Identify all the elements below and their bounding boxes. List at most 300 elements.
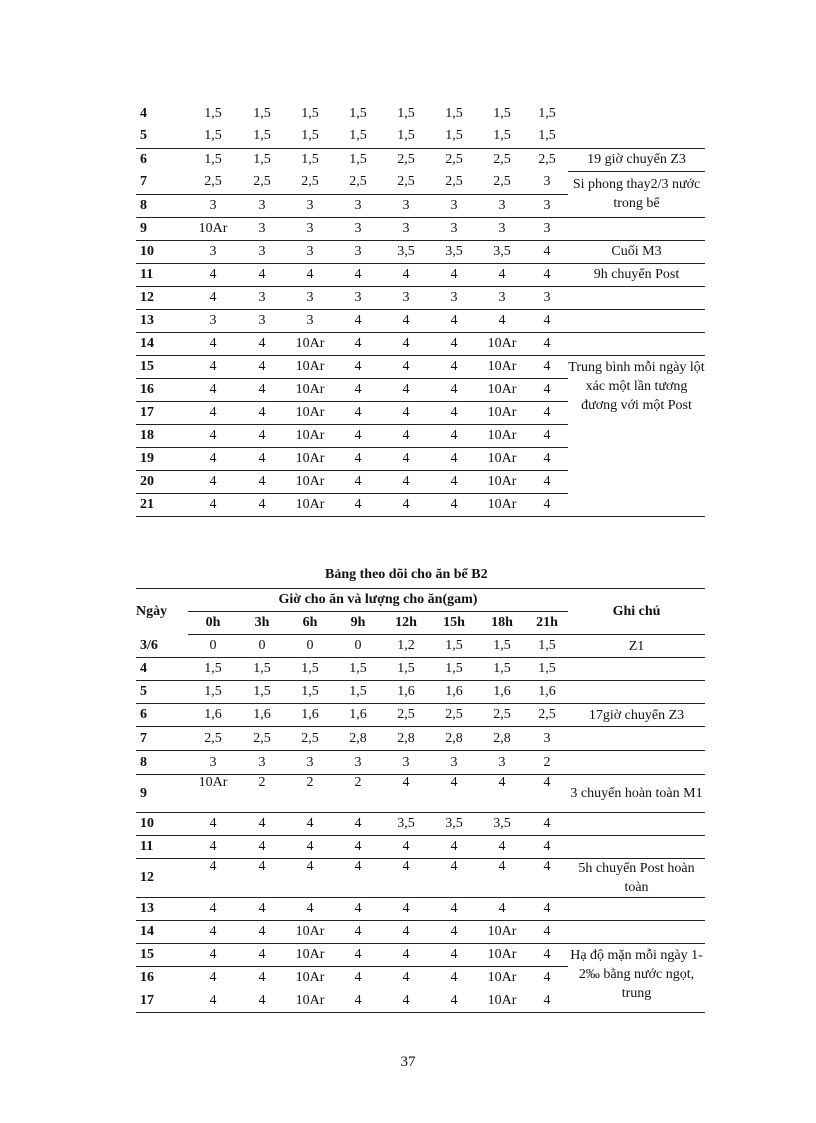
table-row bbox=[136, 813, 705, 836]
table-row bbox=[136, 148, 705, 171]
value-cell: 4 bbox=[354, 970, 362, 986]
value-cell: 4 bbox=[526, 309, 568, 332]
value-cell: 4 bbox=[334, 401, 382, 424]
value-cell: 4 bbox=[286, 898, 334, 921]
value-cell: 3 bbox=[478, 217, 526, 240]
day-cell: 4 bbox=[140, 105, 147, 121]
value-cell: 10Ar bbox=[188, 775, 238, 813]
value-cell: 1,5 bbox=[253, 151, 271, 167]
day-cell: 17 bbox=[136, 990, 188, 1013]
value-cell: 4 bbox=[430, 470, 478, 493]
value-cell: 4 bbox=[430, 447, 478, 470]
value-cell: 3 bbox=[238, 286, 286, 309]
value-cell: 1,5 bbox=[238, 125, 286, 148]
note-cell: Cuối M3 bbox=[568, 240, 705, 263]
value-cell: 0 bbox=[238, 635, 286, 658]
note-cell bbox=[568, 286, 705, 309]
value-cell: 4 bbox=[430, 944, 478, 967]
day-cell: 7 bbox=[136, 171, 188, 194]
value-cell: 4 bbox=[188, 470, 238, 493]
day-cell: 17 bbox=[136, 401, 188, 424]
value-cell: 1,5 bbox=[238, 681, 286, 704]
value-cell: 3 bbox=[334, 286, 382, 309]
value-cell: 10Ar bbox=[286, 470, 334, 493]
value-cell: 10Ar bbox=[478, 355, 526, 378]
day-cell: 10 bbox=[136, 813, 188, 836]
value-cell: 10Ar bbox=[295, 970, 325, 986]
value-cell: 2,8 bbox=[430, 727, 478, 751]
day-cell: 8 bbox=[136, 194, 188, 217]
day-cell: 20 bbox=[136, 470, 188, 493]
value-cell: 10Ar bbox=[478, 332, 526, 355]
value-cell: 2,5 bbox=[445, 151, 463, 167]
value-cell: 3 bbox=[238, 309, 286, 332]
value-cell: 10Ar bbox=[286, 990, 334, 1013]
value-cell: 4 bbox=[238, 898, 286, 921]
value-cell: 3,5 bbox=[382, 813, 430, 836]
value-cell: 4 bbox=[526, 447, 568, 470]
value-cell: 2 bbox=[334, 775, 382, 813]
table-row bbox=[136, 704, 705, 727]
table-row bbox=[136, 836, 705, 859]
value-cell: 4 bbox=[334, 470, 382, 493]
value-cell: 1,5 bbox=[334, 125, 382, 148]
value-cell: 2,8 bbox=[334, 727, 382, 751]
value-cell: 2 bbox=[286, 775, 334, 813]
table-row bbox=[136, 217, 705, 240]
value-cell: 4 bbox=[478, 836, 526, 859]
value-cell: 4 bbox=[526, 378, 568, 401]
value-cell: 4 bbox=[382, 493, 430, 516]
note-cell bbox=[568, 217, 705, 240]
value-cell: 1,5 bbox=[204, 151, 222, 167]
value-cell: 4 bbox=[526, 332, 568, 355]
day-cell: 6 bbox=[140, 151, 147, 167]
value-cell: 4 bbox=[334, 309, 382, 332]
value-cell: 3 bbox=[526, 727, 568, 751]
value-cell: 4 bbox=[526, 836, 568, 859]
value-cell: 3,5 bbox=[478, 240, 526, 263]
table-row bbox=[136, 681, 705, 704]
value-cell: 1,5 bbox=[334, 658, 382, 681]
day-cell: 6 bbox=[136, 704, 188, 727]
value-cell: 4 bbox=[334, 921, 382, 944]
table-row bbox=[136, 125, 705, 148]
table-row bbox=[136, 727, 705, 751]
value-cell: 4 bbox=[238, 263, 286, 286]
value-cell: 4 bbox=[334, 355, 382, 378]
note-cell: Hạ độ mặn mỗi ngày 1-2‰ bằng nước ngọt, trung bbox=[568, 944, 705, 1013]
value-cell: 2,5 bbox=[430, 704, 478, 727]
table-row bbox=[136, 859, 705, 898]
value-cell: 1,5 bbox=[204, 105, 222, 121]
value-cell: 4 bbox=[188, 990, 238, 1013]
day-cell: 12 bbox=[136, 286, 188, 309]
value-cell: 4 bbox=[526, 401, 568, 424]
value-cell: 1,5 bbox=[397, 105, 415, 121]
table-row bbox=[136, 635, 705, 658]
value-cell: 10Ar bbox=[478, 401, 526, 424]
value-cell: 4 bbox=[382, 447, 430, 470]
value-cell: 1,5 bbox=[382, 658, 430, 681]
value-cell: 3 bbox=[382, 194, 430, 217]
value-cell: 4 bbox=[188, 263, 238, 286]
value-cell: 3,5 bbox=[382, 240, 430, 263]
value-cell: 4 bbox=[238, 470, 286, 493]
day-cell: 11 bbox=[136, 836, 188, 859]
day-cell: 15 bbox=[136, 355, 188, 378]
value-cell: 4 bbox=[238, 990, 286, 1013]
value-cell: 4 bbox=[430, 859, 478, 898]
value-cell: 1,5 bbox=[445, 105, 463, 121]
value-cell: 4 bbox=[430, 493, 478, 516]
value-cell: 4 bbox=[188, 286, 238, 309]
value-cell: 4 bbox=[238, 447, 286, 470]
table-row bbox=[136, 921, 705, 944]
value-cell: 1,5 bbox=[286, 658, 334, 681]
day-cell: 21 bbox=[136, 493, 188, 516]
value-cell: 1,5 bbox=[478, 125, 526, 148]
value-cell: 4 bbox=[238, 921, 286, 944]
value-cell: 4 bbox=[430, 355, 478, 378]
day-cell: 8 bbox=[136, 751, 188, 775]
day-cell: 13 bbox=[136, 898, 188, 921]
day-cell: 14 bbox=[136, 332, 188, 355]
value-cell: 1,5 bbox=[349, 151, 367, 167]
day-cell: 5 bbox=[136, 681, 188, 704]
header-note: Ghi chú bbox=[568, 589, 705, 635]
value-cell: 4 bbox=[188, 401, 238, 424]
value-cell: 4 bbox=[430, 424, 478, 447]
value-cell: 4 bbox=[238, 355, 286, 378]
note-cell bbox=[568, 658, 705, 681]
value-cell: 3 bbox=[334, 240, 382, 263]
note-cell bbox=[568, 309, 705, 332]
value-cell: 1,6 bbox=[382, 681, 430, 704]
value-cell: 4 bbox=[526, 898, 568, 921]
value-cell: 10Ar bbox=[478, 470, 526, 493]
feeding-table-continued bbox=[136, 102, 705, 517]
value-cell: 4 bbox=[526, 355, 568, 378]
value-cell: 4 bbox=[526, 424, 568, 447]
value-cell: 1,5 bbox=[349, 105, 367, 121]
value-cell: 2 bbox=[238, 775, 286, 813]
value-cell: 4 bbox=[334, 378, 382, 401]
day-cell: 3/6 bbox=[136, 635, 188, 658]
value-cell: 10Ar bbox=[478, 921, 526, 944]
day-cell: 13 bbox=[136, 309, 188, 332]
value-cell: 1,5 bbox=[301, 105, 319, 121]
day-cell: 14 bbox=[136, 921, 188, 944]
note-cell bbox=[568, 125, 705, 148]
value-cell: 3,5 bbox=[430, 813, 478, 836]
hour-header: 9h bbox=[334, 612, 382, 635]
value-cell: 10Ar bbox=[286, 493, 334, 516]
day-cell: 9 bbox=[136, 775, 188, 813]
value-cell: 1,5 bbox=[526, 125, 568, 148]
value-cell: 10Ar bbox=[286, 378, 334, 401]
value-cell: 4 bbox=[430, 921, 478, 944]
value-cell: 4 bbox=[238, 493, 286, 516]
value-cell: 4 bbox=[188, 332, 238, 355]
value-cell: 4 bbox=[382, 944, 430, 967]
note-cell: Trung bình mỗi ngày lột xác một lần tương đương với một Post bbox=[568, 355, 705, 516]
value-cell: 1,5 bbox=[253, 105, 271, 121]
day-cell: 10 bbox=[136, 240, 188, 263]
value-cell: 1,6 bbox=[188, 704, 238, 727]
hour-header: 18h bbox=[478, 612, 526, 635]
value-cell: 4 bbox=[238, 378, 286, 401]
value-cell: 2,5 bbox=[238, 171, 286, 194]
value-cell: 3 bbox=[526, 171, 568, 194]
value-cell: 4 bbox=[478, 263, 526, 286]
value-cell: 10Ar bbox=[487, 970, 517, 986]
value-cell: 1,6 bbox=[334, 704, 382, 727]
value-cell: 4 bbox=[382, 836, 430, 859]
value-cell: 3 bbox=[238, 217, 286, 240]
table-row bbox=[136, 355, 705, 378]
value-cell: 4 bbox=[188, 378, 238, 401]
value-cell: 2,5 bbox=[538, 151, 556, 167]
value-cell: 4 bbox=[188, 424, 238, 447]
value-cell: 4 bbox=[238, 401, 286, 424]
value-cell: 10Ar bbox=[478, 944, 526, 967]
value-cell: 4 bbox=[334, 898, 382, 921]
value-cell: 2 bbox=[526, 751, 568, 775]
feeding-table-b2 bbox=[136, 588, 705, 1013]
value-cell: 4 bbox=[430, 309, 478, 332]
hour-header: 3h bbox=[238, 612, 286, 635]
value-cell: 4 bbox=[238, 859, 286, 898]
value-cell: 4 bbox=[543, 970, 551, 986]
day-cell: 11 bbox=[136, 263, 188, 286]
value-cell: 3 bbox=[430, 217, 478, 240]
value-cell: 3 bbox=[188, 240, 238, 263]
value-cell: 1,6 bbox=[526, 681, 568, 704]
value-cell: 4 bbox=[334, 493, 382, 516]
value-cell: 2,5 bbox=[526, 704, 568, 727]
value-cell: 4 bbox=[286, 813, 334, 836]
value-cell: 4 bbox=[430, 263, 478, 286]
value-cell: 2,5 bbox=[286, 727, 334, 751]
value-cell: 0 bbox=[188, 635, 238, 658]
value-cell: 4 bbox=[238, 944, 286, 967]
value-cell: 1,5 bbox=[478, 635, 526, 658]
value-cell: 4 bbox=[188, 355, 238, 378]
value-cell: 4 bbox=[526, 921, 568, 944]
value-cell: 4 bbox=[382, 990, 430, 1013]
value-cell: 2,5 bbox=[493, 151, 511, 167]
value-cell: 0 bbox=[286, 635, 334, 658]
value-cell: 4 bbox=[334, 332, 382, 355]
note-cell: 5h chuyển Post hoàn toàn bbox=[568, 859, 705, 898]
value-cell: 3 bbox=[238, 240, 286, 263]
value-cell: 1,5 bbox=[526, 635, 568, 658]
value-cell: 10Ar bbox=[286, 424, 334, 447]
value-cell: 1,5 bbox=[286, 681, 334, 704]
note-cell bbox=[568, 102, 705, 125]
value-cell: 4 bbox=[402, 970, 410, 986]
value-cell: 4 bbox=[382, 470, 430, 493]
value-cell: 3 bbox=[238, 194, 286, 217]
value-cell: 2,8 bbox=[478, 727, 526, 751]
value-cell: 10Ar bbox=[478, 378, 526, 401]
value-cell: 10Ar bbox=[188, 217, 238, 240]
value-cell: 1,5 bbox=[430, 635, 478, 658]
value-cell: 3 bbox=[382, 751, 430, 775]
value-cell: 1,5 bbox=[238, 658, 286, 681]
value-cell: 4 bbox=[334, 813, 382, 836]
value-cell: 4 bbox=[209, 970, 217, 986]
note-cell bbox=[568, 813, 705, 836]
value-cell: 3 bbox=[286, 751, 334, 775]
table-row bbox=[136, 263, 705, 286]
value-cell: 10Ar bbox=[286, 401, 334, 424]
value-cell: 3 bbox=[430, 286, 478, 309]
day-cell: 15 bbox=[136, 944, 188, 967]
value-cell: 2,5 bbox=[334, 171, 382, 194]
header-day: Ngày bbox=[136, 589, 188, 635]
value-cell: 4 bbox=[188, 859, 238, 898]
table-row bbox=[136, 898, 705, 921]
value-cell: 0 bbox=[334, 635, 382, 658]
value-cell: 4 bbox=[526, 813, 568, 836]
value-cell: 4 bbox=[382, 309, 430, 332]
page-number: 37 bbox=[400, 1054, 416, 1070]
value-cell: 4 bbox=[334, 424, 382, 447]
value-cell: 10Ar bbox=[286, 447, 334, 470]
note-cell bbox=[568, 751, 705, 775]
value-cell: 4 bbox=[188, 813, 238, 836]
day-cell: 9 bbox=[136, 217, 188, 240]
day-cell: 18 bbox=[136, 424, 188, 447]
value-cell: 4 bbox=[382, 263, 430, 286]
value-cell: 2,5 bbox=[238, 727, 286, 751]
value-cell: 3 bbox=[238, 751, 286, 775]
note-cell: 3 chuyển hoàn toàn M1 bbox=[568, 775, 705, 813]
value-cell: 3 bbox=[526, 217, 568, 240]
value-cell: 3 bbox=[382, 217, 430, 240]
hour-header: 0h bbox=[188, 612, 238, 635]
value-cell: 4 bbox=[430, 775, 478, 813]
value-cell: 4 bbox=[188, 493, 238, 516]
value-cell: 3 bbox=[478, 751, 526, 775]
value-cell: 1,6 bbox=[238, 704, 286, 727]
day-cell: 12 bbox=[136, 859, 188, 898]
value-cell: 4 bbox=[334, 944, 382, 967]
value-cell: 2,5 bbox=[286, 171, 334, 194]
value-cell: 4 bbox=[478, 775, 526, 813]
value-cell: 4 bbox=[526, 240, 568, 263]
hour-header: 12h bbox=[382, 612, 430, 635]
value-cell: 1,5 bbox=[430, 125, 478, 148]
table-caption: Bảng theo dõi cho ăn bể B2 bbox=[325, 567, 488, 582]
value-cell: 1,5 bbox=[478, 658, 526, 681]
value-cell: 2,5 bbox=[478, 171, 526, 194]
value-cell: 2,8 bbox=[382, 727, 430, 751]
value-cell: 4 bbox=[526, 944, 568, 967]
value-cell: 1,6 bbox=[430, 681, 478, 704]
value-cell: 1,5 bbox=[526, 658, 568, 681]
value-cell: 4 bbox=[382, 332, 430, 355]
value-cell: 1,5 bbox=[538, 105, 556, 121]
value-cell: 10Ar bbox=[478, 447, 526, 470]
value-cell: 1,5 bbox=[286, 125, 334, 148]
value-cell: 1,5 bbox=[188, 125, 238, 148]
value-cell: 4 bbox=[382, 378, 430, 401]
value-cell: 4 bbox=[526, 859, 568, 898]
value-cell: 3 bbox=[334, 751, 382, 775]
note-cell bbox=[568, 332, 705, 355]
value-cell: 4 bbox=[286, 836, 334, 859]
value-cell: 2,5 bbox=[382, 171, 430, 194]
value-cell: 4 bbox=[238, 813, 286, 836]
value-cell: 2,5 bbox=[188, 171, 238, 194]
value-cell: 10Ar bbox=[478, 990, 526, 1013]
value-cell: 4 bbox=[382, 859, 430, 898]
table-row bbox=[136, 240, 705, 263]
table-row bbox=[136, 309, 705, 332]
value-cell: 1,2 bbox=[382, 635, 430, 658]
day-cell: 16 bbox=[140, 970, 154, 986]
value-cell: 2,5 bbox=[188, 727, 238, 751]
note-cell bbox=[568, 836, 705, 859]
value-cell: 4 bbox=[526, 470, 568, 493]
value-cell: 4 bbox=[478, 898, 526, 921]
value-cell: 3 bbox=[430, 194, 478, 217]
value-cell: 1,6 bbox=[478, 681, 526, 704]
value-cell: 1,5 bbox=[301, 151, 319, 167]
value-cell: 4 bbox=[334, 447, 382, 470]
value-cell: 4 bbox=[430, 990, 478, 1013]
value-cell: 4 bbox=[382, 775, 430, 813]
value-cell: 4 bbox=[382, 424, 430, 447]
value-cell: 3 bbox=[286, 217, 334, 240]
value-cell: 2,5 bbox=[430, 171, 478, 194]
value-cell: 4 bbox=[478, 859, 526, 898]
note-cell bbox=[568, 727, 705, 751]
value-cell: 3 bbox=[188, 751, 238, 775]
note-cell bbox=[568, 921, 705, 944]
note-cell: 17giờ chuyển Z3 bbox=[568, 704, 705, 727]
hour-header: 15h bbox=[430, 612, 478, 635]
table-row bbox=[136, 286, 705, 309]
value-cell: 10Ar bbox=[286, 921, 334, 944]
value-cell: 1,6 bbox=[286, 704, 334, 727]
value-cell: 3 bbox=[478, 194, 526, 217]
value-cell: 4 bbox=[478, 309, 526, 332]
value-cell: 4 bbox=[188, 447, 238, 470]
value-cell: 3 bbox=[478, 286, 526, 309]
note-cell: 19 giờ chuyển Z3 bbox=[568, 148, 705, 171]
value-cell: 3 bbox=[334, 217, 382, 240]
value-cell: 10Ar bbox=[286, 355, 334, 378]
day-cell: 4 bbox=[136, 658, 188, 681]
table-row bbox=[136, 658, 705, 681]
value-cell: 4 bbox=[238, 836, 286, 859]
day-cell: 5 bbox=[136, 125, 188, 148]
value-cell: 4 bbox=[188, 898, 238, 921]
value-cell: 1,5 bbox=[188, 658, 238, 681]
value-cell: 3 bbox=[286, 240, 334, 263]
value-cell: 4 bbox=[526, 990, 568, 1013]
value-cell: 4 bbox=[286, 263, 334, 286]
value-cell: 4 bbox=[382, 401, 430, 424]
value-cell: 4 bbox=[188, 836, 238, 859]
value-cell: 3 bbox=[526, 194, 568, 217]
value-cell: 10Ar bbox=[286, 332, 334, 355]
value-cell: 4 bbox=[430, 332, 478, 355]
